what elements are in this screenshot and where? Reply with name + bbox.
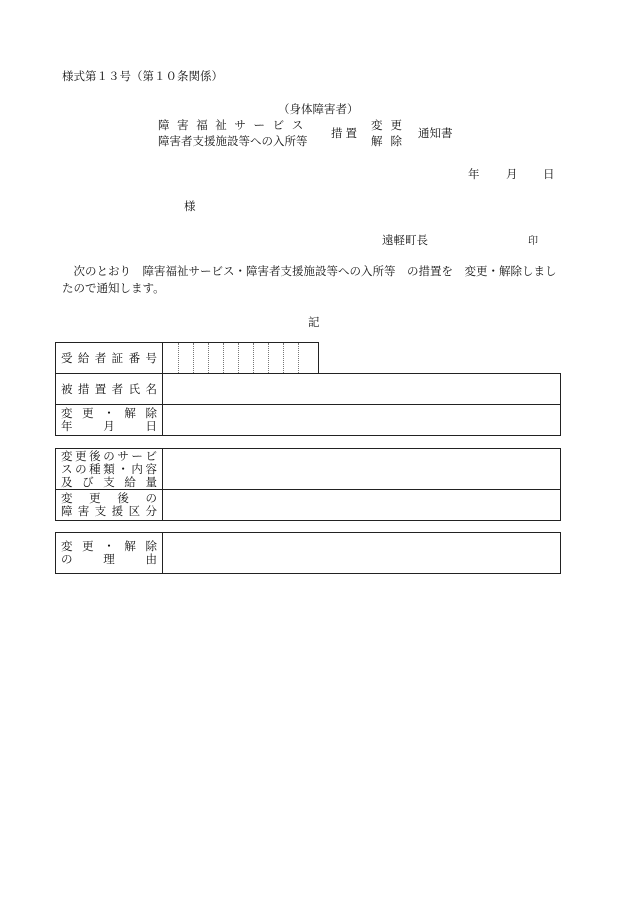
digit-cell[interactable]: [223, 343, 238, 373]
measure-label: 措置: [331, 126, 360, 140]
digit-cell[interactable]: [163, 343, 178, 373]
label-change-date-line1: 変 更 ・ 解 除: [61, 406, 157, 420]
service-type-line1: 障害福祉サービス: [158, 118, 311, 132]
label-service-content: [56, 449, 163, 490]
digit-cell[interactable]: [253, 343, 268, 373]
date-month: 月: [506, 167, 518, 181]
label-support-class: [56, 490, 163, 521]
change-label: 変更: [371, 118, 410, 132]
reason-field[interactable]: [163, 533, 561, 574]
digit-cell[interactable]: [178, 343, 193, 373]
label-service-content-line2: ス の 種 類 ・ 内 容: [61, 461, 157, 476]
label-cert-number: [56, 343, 163, 374]
seal-mark: 印: [528, 236, 538, 247]
label-support-class-line2: 障 害 支 援 区 分: [61, 504, 157, 518]
service-content-field[interactable]: [163, 449, 561, 490]
notice-label: 通知書: [418, 126, 453, 140]
issuer-title: 遠軽町長: [382, 233, 428, 247]
label-reason: [56, 533, 163, 574]
service-type-line2: 障害者支援施設等への入所等: [158, 134, 308, 148]
digit-cell[interactable]: [268, 343, 283, 373]
digit-cells: [163, 343, 318, 373]
date-year: 年: [468, 167, 480, 181]
body-text: 次のとおり 障害福祉サービス・障害者支援施設等への入所等 の措置を 変更・解除しましたので通知します。: [62, 264, 557, 295]
category-label: （身体障害者）: [278, 102, 359, 116]
digit-cell[interactable]: [283, 343, 298, 373]
change-date-field[interactable]: [163, 405, 561, 436]
label-change-date-line2: 年 月 日: [61, 419, 157, 433]
recipient-honorific: 様: [184, 199, 196, 213]
release-label: 解除: [371, 134, 410, 148]
cert-number-field[interactable]: [163, 343, 319, 374]
label-service-content-line1: 変 更 後 の サ ー ビ: [61, 448, 157, 463]
label-cert-number-text: 受 給 者 証 番 号: [61, 350, 157, 365]
recipient-info-table: [55, 342, 319, 374]
digit-cell[interactable]: [238, 343, 253, 373]
form-number: 様式第１３号（第１０条関係）: [62, 69, 223, 83]
label-service-content-line3: 及 び 支 給 量: [61, 474, 157, 489]
date-day: 日: [543, 167, 555, 181]
label-reason-line1: 変 更 ・ 解 除: [61, 539, 157, 553]
label-reason-line2: の 理 由: [61, 552, 157, 566]
recipient-name-field[interactable]: [163, 374, 561, 405]
label-recipient-name: [56, 374, 163, 405]
support-class-field[interactable]: [163, 490, 561, 521]
reason-table: [55, 532, 561, 574]
service-detail-table: [55, 448, 561, 521]
digit-cell[interactable]: [298, 343, 313, 373]
digit-cell[interactable]: [193, 343, 208, 373]
ki-heading: 記: [308, 315, 320, 329]
recipient-info-table-lower: [55, 373, 561, 436]
label-support-class-line1: 変 更 後 の: [61, 491, 157, 505]
label-change-date: [56, 405, 163, 436]
digit-cell[interactable]: [208, 343, 223, 373]
label-recipient-name-text: 被 措 置 者 氏 名: [61, 381, 157, 396]
